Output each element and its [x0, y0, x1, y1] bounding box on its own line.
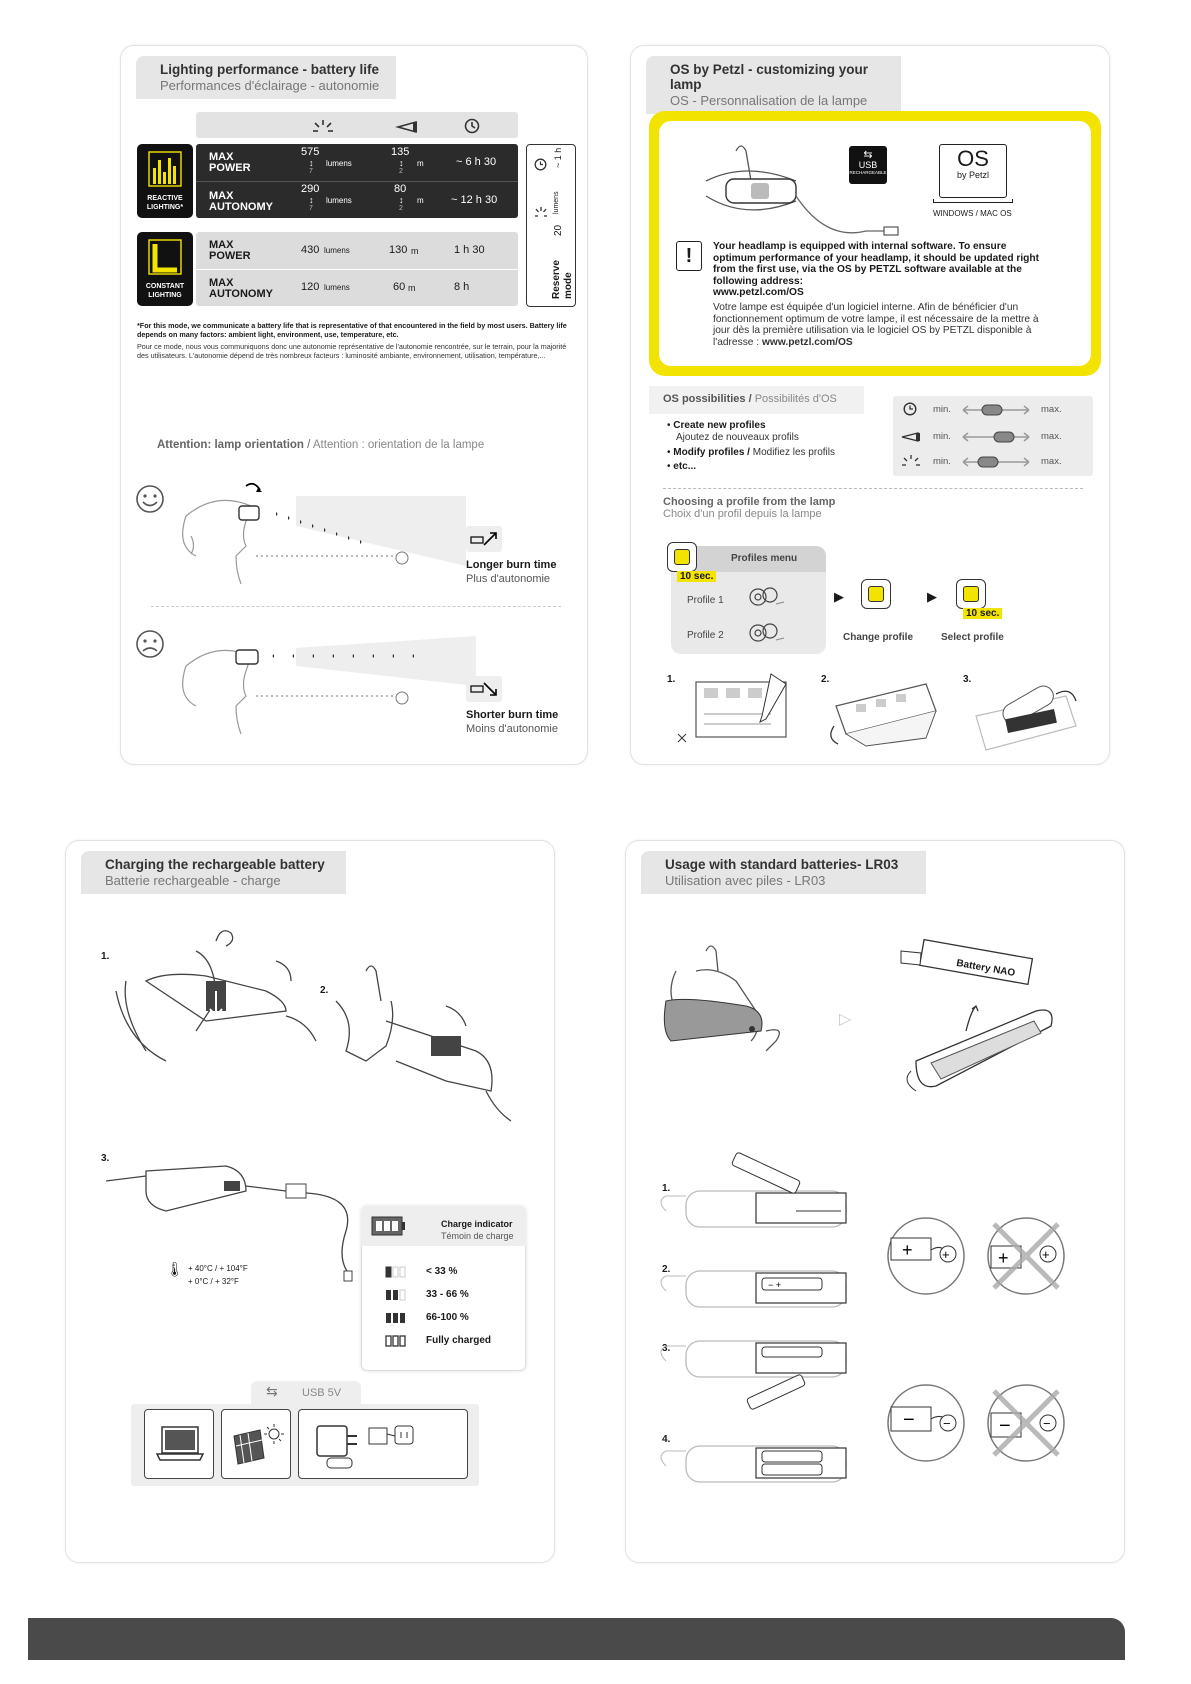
constant-lighting-badge [137, 232, 193, 306]
title-en: Usage with standard batteries- LR03 [665, 857, 899, 872]
attention-heading [157, 439, 484, 451]
step-1-label: 1. [662, 1183, 671, 1194]
slider-2-min: min. [933, 431, 951, 442]
battery-extract-illustration [326, 961, 526, 1136]
reactive-row-2-time: ~ 12 h 30 [451, 194, 498, 206]
profiles-menu-title: Profiles menu [731, 553, 798, 564]
slider-2-max: max. [1041, 431, 1062, 442]
slider-3-track[interactable] [961, 456, 1031, 468]
constant-row-1-dist: 130 [389, 244, 408, 256]
ten-sec-badge-1: 10 sec. [677, 571, 716, 582]
tilt-up-icon [466, 526, 502, 552]
slider-lumens-icon [901, 454, 921, 468]
lamp-button-icon[interactable] [667, 542, 697, 572]
reactive-lighting-badge [137, 144, 193, 218]
warning-en-block [713, 241, 1043, 299]
warning-fr-url[interactable]: www.petzl.com/OS [761, 336, 853, 348]
laptop-source [144, 1409, 214, 1479]
title-fr: Utilisation avec piles - LR03 [665, 873, 826, 888]
reactive-row-2-dist-min: 2 [399, 205, 403, 212]
card-folding-illustration [826, 676, 946, 751]
note-fr: Pour ce mode, nous vous communiquons donc une autonomie représentative de l'autonomie rencontrée, sur le terrain, pour la majorité des utilisateurs. L'autonomie dépend de très nombreux facteurs : luminosité ambiante, environnement, utilisation, température,... [137, 342, 567, 360]
title-fr: Performances d'éclairage - autonomie [160, 78, 380, 93]
charge-level-1-icon [384, 1264, 408, 1280]
battery-insert-step-4 [656, 1426, 856, 1486]
minus-contact-correct-icon [886, 1383, 966, 1463]
possibility-1-fr: Ajoutez de nouveaux profils [676, 432, 799, 443]
constant-row-1-mode: MAX POWER [209, 239, 251, 262]
slider-3-max: max. [1041, 456, 1062, 467]
step-3-label: 3. [662, 1343, 671, 1354]
choosing-en: Choosing a profile from the lamp [663, 496, 836, 508]
battery-insert-step-2 [656, 1251, 856, 1311]
warning-icon: ! [676, 241, 702, 271]
head-lamp-down-illustration [176, 626, 486, 736]
constant-row-1-time: 1 h 30 [454, 244, 485, 256]
change-profile-button-icon[interactable] [861, 579, 891, 609]
arrow-right-icon: ▶ [834, 589, 844, 604]
warning-fr: Votre lampe est équipée d'un logiciel interne. Afin de bénéficier d'un fonctionnement optimum de votre lampe, il est nécessaire de la mettre à jour dès la première utilisation via le logiciel OS by PETZL disponible à l'adresse : [713, 302, 1039, 348]
minus-contact-wrong-icon [986, 1383, 1066, 1463]
reactive-row-2-dist-unit: m [417, 196, 424, 205]
possibility-2-fr: Modifiez les profils [752, 447, 835, 458]
ten-sec-badge-2: 10 sec. [963, 608, 1002, 619]
battery-nao-label: Battery NAO [955, 957, 1016, 980]
svg-text:+: + [1042, 1247, 1050, 1262]
reserve-lumens-icon [534, 206, 548, 218]
battery-insert-step-1 [656, 1161, 856, 1231]
reserve-clock-icon [534, 158, 547, 171]
panel-title [641, 851, 926, 894]
constant-row-1-lumens-unit: lumens [324, 246, 350, 255]
reactive-row-2-dist-arrow: ↕ [399, 195, 404, 205]
reactive-row-1-dist-arrow: ↕ [399, 158, 404, 168]
warning-en: Your headlamp is equipped with internal software. To ensure optimum performance of your headlamp, it should be updated right from the first use, via the OS by PETZL software available at the following address: [713, 241, 1040, 287]
reserve-time: ~ 1 h [553, 147, 563, 168]
reactive-row-1-dist-min: 2 [399, 168, 403, 175]
os-label: OS [957, 146, 989, 171]
possibility-item-3: • etc... [667, 461, 697, 472]
step-1-label: 1. [667, 674, 676, 685]
arrow-right-icon-2: ▶ [927, 589, 937, 604]
reserve-label-2: mode [563, 272, 574, 299]
attention-en: Attention: lamp orientation [157, 439, 304, 451]
step-2-label: 2. [821, 674, 830, 685]
constant-row-2-dist: 60 [393, 281, 406, 293]
usb-label: USB [858, 160, 878, 170]
laptop-icon [155, 1424, 205, 1464]
charge-level-2: 33 - 66 % [426, 1289, 469, 1300]
profile-2-label[interactable]: Profile 2 [687, 630, 724, 641]
select-profile-label: Select profile [941, 632, 1004, 643]
warning-fr-block [713, 302, 1043, 348]
profile-card-illustration [676, 674, 796, 749]
svg-text:+: + [942, 1247, 950, 1262]
reactive-row-2-lumens-unit: lumens [326, 196, 352, 205]
constant-row-1-dist-unit: m [411, 246, 419, 256]
battery-removal-illustration [106, 921, 336, 1071]
constant-row-2-time: 8 h [454, 281, 470, 293]
reactive-row-1-time: ~ 6 h 30 [456, 156, 497, 168]
charge-level-1: < 33 % [426, 1266, 458, 1277]
reactive-row-1-mode: MAX POWER [209, 151, 251, 174]
plus-contact-wrong-icon [986, 1216, 1066, 1296]
title-fr: Batterie rechargeable - charge [105, 873, 281, 888]
svg-text:−: − [903, 1409, 915, 1431]
possibility-item-1: • Create new profiles Ajoutez de nouveaux profils [667, 420, 799, 443]
wall-charger-icon [309, 1418, 459, 1474]
charge-level-4-icon [384, 1333, 408, 1349]
panel-lighting-performance [120, 45, 588, 765]
profile-1-lamp-icon [746, 584, 786, 610]
head-lamp-up-illustration [176, 476, 486, 586]
reserve-lumens: 20 [553, 224, 564, 236]
charge-level-3-icon [384, 1310, 408, 1326]
temp-low: + 0°C / + 32°F [188, 1277, 239, 1286]
svg-text:−: − [943, 1416, 951, 1431]
reactive-row-1-lumens-arrow: ↕ [309, 158, 314, 168]
note-en: *For this mode, we communicate a battery life that is representative of that encountered in the field by most users. Battery life depends on many factors: ambient light, environment, use, temperature, etc. [137, 321, 567, 339]
slider-3-min: min. [933, 456, 951, 467]
reactive-row-2-lumens: 290 [301, 183, 320, 195]
solar-panel-icon [230, 1422, 286, 1466]
reactive-row-2-lumens-min: 7 [309, 205, 313, 212]
panel-title [136, 56, 396, 99]
constant-row-2-mode: MAX AUTONOMY [209, 277, 273, 300]
slider-2-track[interactable] [961, 431, 1031, 443]
reactive-row-1-dist: 135 [391, 146, 410, 158]
beam-distance-icon [396, 121, 418, 133]
constant-row-1-lumens: 430 [301, 244, 320, 256]
charge-level-4: Fully charged [426, 1335, 492, 1346]
wall-charger-source [298, 1409, 468, 1479]
usb-symbol-icon: ⇆ [266, 1383, 278, 1399]
reactive-mark: * [180, 204, 184, 211]
change-profile-label: Change profile [843, 632, 914, 643]
panel-title [81, 851, 346, 894]
reactive-lighting-icon [147, 150, 183, 188]
usb-5v-label: USB 5V [302, 1387, 342, 1399]
next-step-arrow-icon: ▷ [839, 1011, 852, 1028]
slider-time-icon [903, 402, 917, 416]
slider-1-max: max. [1041, 404, 1062, 415]
reactive-row-1-dist-unit: m [417, 159, 424, 168]
reactive-row-2-lumens-arrow: ↕ [309, 195, 314, 205]
battery-insert-step-3 [656, 1331, 856, 1421]
svg-text:− +: − + [768, 1280, 782, 1290]
plus-contact-correct-icon [886, 1216, 966, 1296]
shorter-burn-en: Shorter burn time [466, 709, 559, 721]
temp-high: + 40°C / + 104°F [188, 1264, 248, 1273]
profile-2-lamp-icon [746, 620, 786, 646]
charge-indicator-sub: Témoin de charge [441, 1231, 514, 1241]
svg-text:+: + [902, 1240, 913, 1260]
panel-os-petzl [630, 45, 1110, 765]
slider-distance-icon [901, 432, 921, 442]
step-2-label: 2. [662, 1264, 671, 1275]
reactive-row-1-lumens-unit: lumens [326, 159, 352, 168]
slider-1-min: min. [933, 404, 951, 415]
clock-icon [464, 118, 480, 134]
os-possibilities-heading [663, 393, 837, 405]
thermometer-icon: 🌡 [166, 1261, 184, 1277]
charge-level-3: 66-100 % [426, 1312, 469, 1323]
step-3-label: 3. [963, 674, 972, 685]
slider-1-track[interactable] [961, 404, 1031, 416]
tilt-down-icon [466, 676, 502, 702]
card-insertion-illustration [956, 666, 1096, 751]
choosing-fr: Choix d'un profil depuis la lampe [663, 508, 822, 520]
possibility-1-en: Create new profiles [673, 420, 766, 431]
warning-url[interactable]: www.petzl.com/OS [713, 287, 804, 298]
reserve-lumens-unit: lumens [553, 191, 560, 214]
reactive-label: REACTIVE LIGHTING [146, 195, 183, 211]
title-fr: OS - Personnalisation de la lampe [670, 93, 868, 108]
panel-standard-batteries [625, 840, 1125, 1563]
reactive-row-1-lumens: 575 [301, 146, 320, 158]
constant-lighting-icon [147, 238, 183, 276]
reactive-row-2-mode: MAX AUTONOMY [209, 190, 273, 213]
usb-rechargeable-badge: ⇆ USB RECHARGEABLE [849, 146, 887, 184]
constant-row-2-lumens: 120 [301, 281, 320, 293]
title-en: OS by Petzl - customizing your lamp [670, 62, 869, 92]
usb-charging-illustration [106, 1151, 396, 1281]
possibility-2-en: Modify profiles / [673, 447, 750, 458]
step-3-label: 3. [101, 1153, 110, 1164]
happy-face-icon [135, 484, 165, 514]
os-laptop-icon [939, 144, 1007, 198]
profile-1-label[interactable]: Profile 1 [687, 595, 724, 606]
longer-burn-fr: Plus d'autonomie [466, 573, 551, 585]
os-platform: WINDOWS / MAC OS [933, 209, 1012, 218]
battery-indicator-icon [371, 1216, 405, 1236]
possibility-item-2: • Modify profiles / Modifiez les profils [667, 447, 835, 458]
panel-title [646, 56, 901, 114]
svg-text:−: − [999, 1415, 1011, 1437]
headlamp-open-illustration [656, 941, 796, 1061]
reactive-row-1-lumens-min: 7 [309, 168, 313, 175]
charge-level-2-icon [384, 1287, 408, 1303]
lumens-icon [311, 118, 335, 134]
title-en: Lighting performance - battery life [160, 62, 380, 77]
longer-burn-en: Longer burn time [466, 559, 557, 571]
svg-text:+: + [998, 1248, 1009, 1268]
charge-indicator-title: Charge indicator [441, 1219, 513, 1229]
battery-compartment-illustration [896, 991, 1066, 1101]
constant-row-2-lumens-unit: lumens [324, 283, 350, 292]
usb-sublabel: RECHARGEABLE [849, 170, 887, 175]
panel-charging [65, 840, 555, 1563]
reactive-row-2-dist: 80 [394, 183, 407, 195]
sad-face-icon [135, 629, 165, 659]
footer-bar [28, 1618, 1125, 1660]
title-en: Charging the rechargeable battery [105, 857, 325, 872]
possibilities-fr: Possibilités d'OS [754, 393, 837, 405]
attention-sep: / [303, 439, 313, 451]
choosing-heading [663, 496, 835, 520]
shorter-burn-fr: Moins d'autonomie [466, 723, 558, 735]
reserve-label: Reserve [551, 260, 562, 299]
solar-source [221, 1409, 291, 1479]
constant-row-2-dist-unit: m [408, 283, 416, 293]
attention-fr: Attention : orientation de la lampe [312, 439, 485, 451]
possibilities-en: OS possibilities / [663, 393, 752, 405]
step-2-label: 2. [320, 985, 329, 996]
possibility-3-en: etc... [673, 461, 697, 472]
svg-text:−: − [1043, 1416, 1051, 1431]
step-4-label: 4. [662, 1434, 671, 1445]
constant-label: CONSTANT LIGHTING [145, 283, 185, 299]
select-profile-button-icon[interactable] [956, 579, 986, 609]
os-sublabel: by Petzl [956, 170, 989, 180]
step-1-label: 1. [101, 951, 110, 962]
